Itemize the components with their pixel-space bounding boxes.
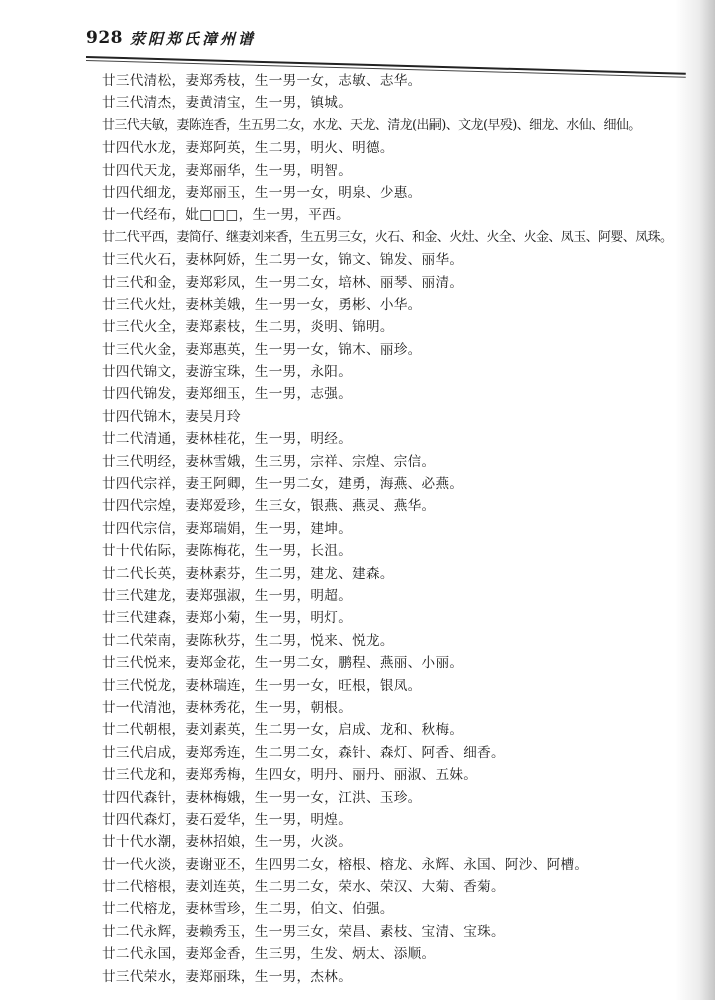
genealogy-entry: 廿二代长英，妻林素芬，生二男，建龙、建森。 <box>102 565 394 582</box>
genealogy-entry: 廿一代火淡，妻谢亚丕，生四男二女，榕根、榕龙、永辉、永国、阿沙、阿槽。 <box>102 856 589 873</box>
genealogy-entry: 廿三代夫敏，妻陈连香，生五男二女，水龙、天龙、清龙(出嗣)、文龙(早殁)、细龙、水仙、细仙。 <box>102 117 641 133</box>
genealogy-entry: 廿三代龙和，妻郑秀梅，生四女，明丹、丽丹、丽淑、五妹。 <box>102 767 478 784</box>
genealogy-entries <box>102 70 697 988</box>
genealogy-entry: 廿四代水龙，妻郑阿英，生二男，明火、明德。 <box>102 140 394 157</box>
genealogy-entry: 廿十代水潮，妻林招娘，生一男，火淡。 <box>102 834 353 851</box>
book-title: 荥阳郑氏漳州谱 <box>130 30 257 48</box>
genealogy-entry: 廿二代清通，妻林桂花，生一男，明经。 <box>102 431 353 448</box>
genealogy-entry: 廿四代锦文，妻游宝珠，生一男，永阳。 <box>102 364 353 381</box>
genealogy-entry: 廿三代火灶，妻林美娥，生一男一女，勇彬、小华。 <box>102 296 422 313</box>
genealogy-entry: 廿三代悦龙，妻林瑞连，生一男一女，旺根，银凤。 <box>102 677 422 694</box>
genealogy-entry: 廿二代朝根，妻刘素英，生二男一女，启成、龙和、秋梅。 <box>102 722 464 739</box>
genealogy-entry: 廿三代火金，妻郑惠英，生一男一女，锦木、丽珍。 <box>102 341 422 358</box>
genealogy-entry: 廿三代清杰，妻黄清宝，生一男，镇城。 <box>102 95 353 112</box>
genealogy-entry: 廿二代永国，妻郑金香，生三男，生发、炳太、添顺。 <box>102 946 436 963</box>
genealogy-entry: 廿三代建森，妻郑小菊，生一男，明灯。 <box>102 610 353 627</box>
genealogy-entry: 廿一代经布，妣□□□，生一男，平西。 <box>102 207 350 224</box>
genealogy-entry: 廿四代森针，妻林梅娥，生一男一女，江洪、玉珍。 <box>102 789 422 806</box>
page-number: 928 <box>86 28 123 48</box>
genealogy-entry: 廿四代宗信，妻郑瑞娟，生一男，建坤。 <box>102 520 353 537</box>
genealogy-entry: 廿四代锦发，妻郑细玉，生一男，志强。 <box>102 386 353 403</box>
genealogy-entry: 廿四代宗煌，妻郑爱珍，生三女，银燕、燕灵、燕华。 <box>102 498 436 515</box>
genealogy-entry: 廿二代荣南，妻陈秋芬，生二男，悦来、悦龙。 <box>102 632 394 649</box>
genealogy-entry: 廿三代清松，妻郑秀枝，生一男一女，志敏、志华。 <box>102 73 422 89</box>
genealogy-entry: 廿四代宗祥，妻王阿卿，生一男二女，建勇，海燕、必燕。 <box>102 476 464 493</box>
genealogy-entry: 廿三代和金，妻郑彩凤，生一男二女，培林、丽琴、丽清。 <box>102 274 464 291</box>
genealogy-entry: 廿四代森灯，妻石爱华，生一男，明煌。 <box>102 811 353 828</box>
genealogy-entry: 廿十代佑际，妻陈梅花，生一男，长沮。 <box>102 543 353 560</box>
genealogy-entry: 廿三代火石，妻林阿娇，生二男一女，锦文、锦发、丽华。 <box>102 252 464 269</box>
genealogy-entry: 廿四代天龙，妻郑丽华，生一男，明智。 <box>102 162 353 179</box>
genealogy-entry: 廿三代启成，妻郑秀连，生二男二女，森针、森灯、阿香、细香。 <box>102 744 505 761</box>
genealogy-entry: 廿三代火全，妻郑素枝，生二男，炎明、锦明。 <box>102 319 394 336</box>
genealogy-entry: 廿四代细龙，妻郑丽玉，生一男一女，明泉、少惠。 <box>102 184 422 201</box>
genealogy-entry: 廿二代榕根，妻刘连英，生二男二女，荣水、荣汉、大菊、香菊。 <box>102 879 505 896</box>
genealogy-entry: 廿四代锦木，妻吴月玲 <box>102 408 241 425</box>
genealogy-entry: 廿一代清池，妻林秀花，生一男，朝根。 <box>102 699 353 716</box>
genealogy-entry: 廿三代建龙，妻郑强淑，生一男，明超。 <box>102 587 353 604</box>
genealogy-entry: 廿三代荣水，妻郑丽珠，生一男，杰林。 <box>102 968 353 985</box>
page-header <box>86 26 695 66</box>
genealogy-entry: 廿二代永辉，妻赖秀玉，生一男三女，荣昌、素枝、宝清、宝珠。 <box>102 923 505 940</box>
genealogy-entry: 廿二代榕龙，妻林雪珍，生二男，伯文、伯强。 <box>102 901 394 918</box>
genealogy-entry: 廿三代明经，妻林雪娥，生三男，宗祥、宗煌、宗信。 <box>102 453 436 470</box>
genealogy-entry: 廿二代平西，妻简仔、继妻刘来香，生五男三女，火石、和金、火灶、火全、火金、凤玉、阿婴、凤珠。 <box>102 229 673 245</box>
genealogy-entry: 廿三代悦来，妻郑金花，生一男二女，鹏程、燕丽、小丽。 <box>102 655 464 672</box>
